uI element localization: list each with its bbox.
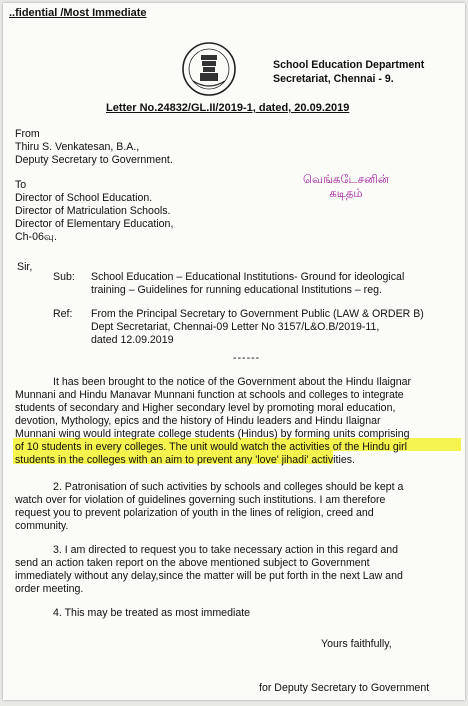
reference-line: dated 12.09.2019 xyxy=(91,333,174,346)
paragraph-line: order meeting. xyxy=(15,582,84,595)
department-address xyxy=(273,59,424,87)
recipient-line: Ch-06வு. xyxy=(15,230,57,243)
paragraph-4: 4. This may be treated as most immediate xyxy=(53,607,251,619)
recipient-line: Director of Elementary Education, xyxy=(15,217,174,230)
reference-line: From the Principal Secretary to Government Public (LAW & ORDER B) xyxy=(91,308,424,320)
paragraph-line: Munnani and Hindu Manavar Munnani function at schools and colleges to integrate xyxy=(15,388,404,401)
separator: ------ xyxy=(233,352,261,364)
paragraph-line: 2. Patronisation of such activities by schools and colleges should be kept a xyxy=(53,481,404,493)
paragraph-line: immediately without any delay,since the matter will be put forth in the next Law and xyxy=(15,569,403,582)
tamil-annotation-line: வெங்கடேசனின் xyxy=(303,174,389,186)
paragraph-line: watch over for violation of guidelines governing such institutions. I am therefore xyxy=(15,493,386,506)
subject-line: training – Guidelines for running educational Institutions – reg. xyxy=(91,283,382,296)
reference-text xyxy=(91,308,453,347)
from-block xyxy=(15,128,173,167)
paragraph-line: send an action taken report on the above mentioned subject to Government xyxy=(15,556,370,569)
paragraph-line: Munnani wing would integrate college students (Hindus) by forming units comprising xyxy=(15,427,410,440)
tamil-nadu-emblem-icon xyxy=(181,41,237,97)
tamil-annotation-line: கடிதம் xyxy=(329,188,363,201)
reference-line: Dept Secretariat, Chennai-09 Letter No 3157/L&O.B/2019-11, xyxy=(91,320,380,333)
letter-page xyxy=(3,3,465,700)
letter-reference-number: Letter No.24832/GL.II/2019-1, dated, 20.09.2019 xyxy=(106,102,350,114)
paragraph-line: students in the colleges with an aim to prevent any 'love' jihadi' activities. xyxy=(15,453,355,466)
to-block xyxy=(15,179,173,244)
paragraph-line: students of secondary and Higher secondary level by promoting moral education, xyxy=(15,401,396,414)
paragraph-line: devotion, Mythology, epics and the history of Hindu leaders and Hindu Ilaignar xyxy=(15,414,381,427)
subject-label: Sub: xyxy=(53,271,75,283)
paragraph-1 xyxy=(15,376,457,466)
department-location: Secretariat, Chennai - 9. xyxy=(273,72,394,85)
subject-text xyxy=(91,271,451,297)
paragraph-line: request you to prevent polarization of youth in the lines of religion, creed and xyxy=(15,506,374,519)
paragraph-line: It has been brought to the notice of the Government about the Hindu Ilaignar xyxy=(53,376,412,388)
from-label: From xyxy=(15,128,40,140)
classification-label: ..fidential /Most Immediate xyxy=(9,7,147,19)
salutation: Sir, xyxy=(17,261,33,273)
sender-designation: Deputy Secretary to Government. xyxy=(15,153,173,166)
reference-label: Ref: xyxy=(53,308,73,320)
paragraph-3 xyxy=(15,544,457,596)
closing-line: Yours faithfully, xyxy=(321,638,392,650)
paragraph-line: community. xyxy=(15,519,69,532)
to-label: To xyxy=(15,179,27,191)
recipient-line: Director of Matriculation Schools. xyxy=(15,204,171,217)
paragraph-2 xyxy=(15,481,457,533)
tamil-annotation xyxy=(303,173,389,202)
department-name: School Education Department xyxy=(273,59,425,71)
recipient-line: Director of School Education. xyxy=(15,191,153,204)
signature-line: for Deputy Secretary to Government xyxy=(259,682,430,694)
subject-line: School Education – Educational Institutions- Ground for ideological xyxy=(91,271,405,283)
sender-name: Thiru S. Venkatesan, B.A., xyxy=(15,140,140,153)
paragraph-line: 3. I am directed to request you to take necessary action in this regard and xyxy=(53,544,399,556)
paragraph-line: of 10 students in every colleges. The unit would watch the activities of the Hindu girl xyxy=(15,440,407,453)
